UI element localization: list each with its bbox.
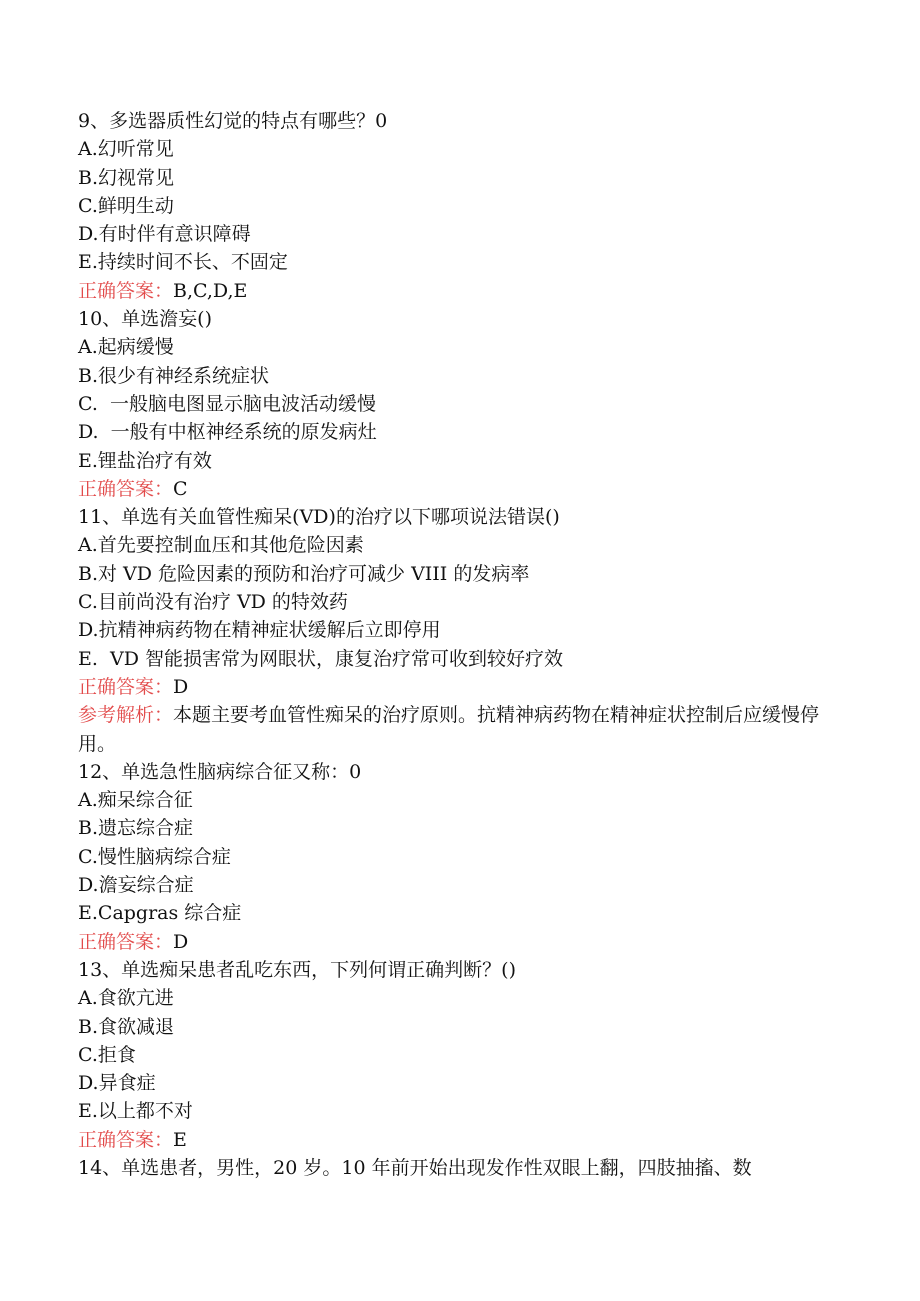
option-a: A.首先要控制血压和其他危险因素: [78, 534, 364, 557]
option-c: C.拒食: [78, 1043, 136, 1066]
answer-value: C: [173, 477, 188, 500]
analysis-paragraph: [78, 701, 838, 758]
answer-line: [78, 277, 838, 305]
question-13: [78, 956, 838, 1154]
option-d: D.澹妄综合症: [78, 874, 194, 897]
answer-line: [78, 475, 838, 503]
option-d: D.有时伴有意识障碍: [78, 223, 251, 246]
analysis-label: 参考解析：: [78, 704, 174, 727]
answer-line: [78, 1126, 838, 1154]
question-list: [78, 107, 838, 1182]
option-a: A.起病缓慢: [78, 336, 174, 359]
question-11: [78, 503, 838, 758]
question-12: [78, 758, 838, 956]
option-d: D.异食症: [78, 1072, 156, 1095]
answer-label: 正确答案：: [78, 477, 174, 500]
option-c: C.鲜明生动: [78, 194, 174, 217]
answer-label: 正确答案：: [78, 1128, 174, 1151]
question-stem: 9、多选器质性幻觉的特点有哪些？0: [78, 110, 388, 132]
option-b: B.食欲减退: [78, 1015, 175, 1038]
option-e: E.持续时间不长、不固定: [78, 251, 288, 274]
option-a: A.幻听常见: [78, 138, 174, 161]
option-c: C.目前尚没有治疗 VD 的特效药: [78, 591, 348, 614]
option-b: B.遗忘综合症: [78, 817, 194, 840]
option-b: B.幻视常见: [78, 166, 175, 189]
answer-value: E: [173, 1128, 187, 1151]
option-e: E. VD 智能损害常为网眼状，康复治疗常可收到较好疗效: [78, 647, 563, 670]
option-c: C. 一般脑电图显示脑电波活动缓慢: [78, 392, 376, 415]
answer-label: 正确答案：: [78, 930, 174, 953]
question-stem: 11、单选有关血管性痴呆(VD)的治疗以下哪项说法错误(): [78, 506, 560, 529]
answer-label: 正确答案：: [78, 675, 174, 698]
answer-value: D: [173, 675, 189, 698]
option-e: E.Capgras 综合症: [78, 902, 242, 925]
answer-value: D: [173, 930, 189, 953]
answer-value: B,C,D,E: [173, 279, 248, 302]
option-b: B.对 VD 危险因素的预防和治疗可减少 VIII 的发病率: [78, 562, 530, 585]
analysis-text: 本题主要考血管性痴呆的治疗原则。抗精神病药物在精神症状控制后应缓慢停用。: [78, 704, 820, 755]
question-stem: 13、单选痴呆患者乱吃东西，下列何谓正确判断？(): [78, 958, 517, 981]
option-d: D. 一般有中枢神经系统的原发病灶: [78, 421, 377, 444]
option-a: A.痴呆综合征: [78, 789, 193, 812]
question-stem: 12、单选急性脑病综合征又称：0: [78, 760, 362, 783]
answer-line: [78, 673, 838, 701]
option-c: C.慢性脑病综合症: [78, 845, 231, 868]
option-b: B.很少有神经系统症状: [78, 364, 270, 387]
question-10: [78, 305, 838, 503]
option-e: E.锂盐治疗有效: [78, 449, 212, 472]
answer-label: 正确答案：: [78, 279, 174, 302]
question-9: [78, 107, 838, 305]
option-d: D.抗精神病药物在精神症状缓解后立即停用: [78, 619, 441, 642]
answer-line: [78, 928, 838, 956]
question-stem: 10、单选澹妄(): [78, 308, 213, 331]
option-e: E.以上都不对: [78, 1100, 193, 1123]
option-a: A.食欲亢进: [78, 987, 174, 1010]
question-14-stem: 14、单选患者，男性，20 岁。10 年前开始出现发作性双眼上翻，四肢抽搐、数: [78, 1156, 752, 1179]
